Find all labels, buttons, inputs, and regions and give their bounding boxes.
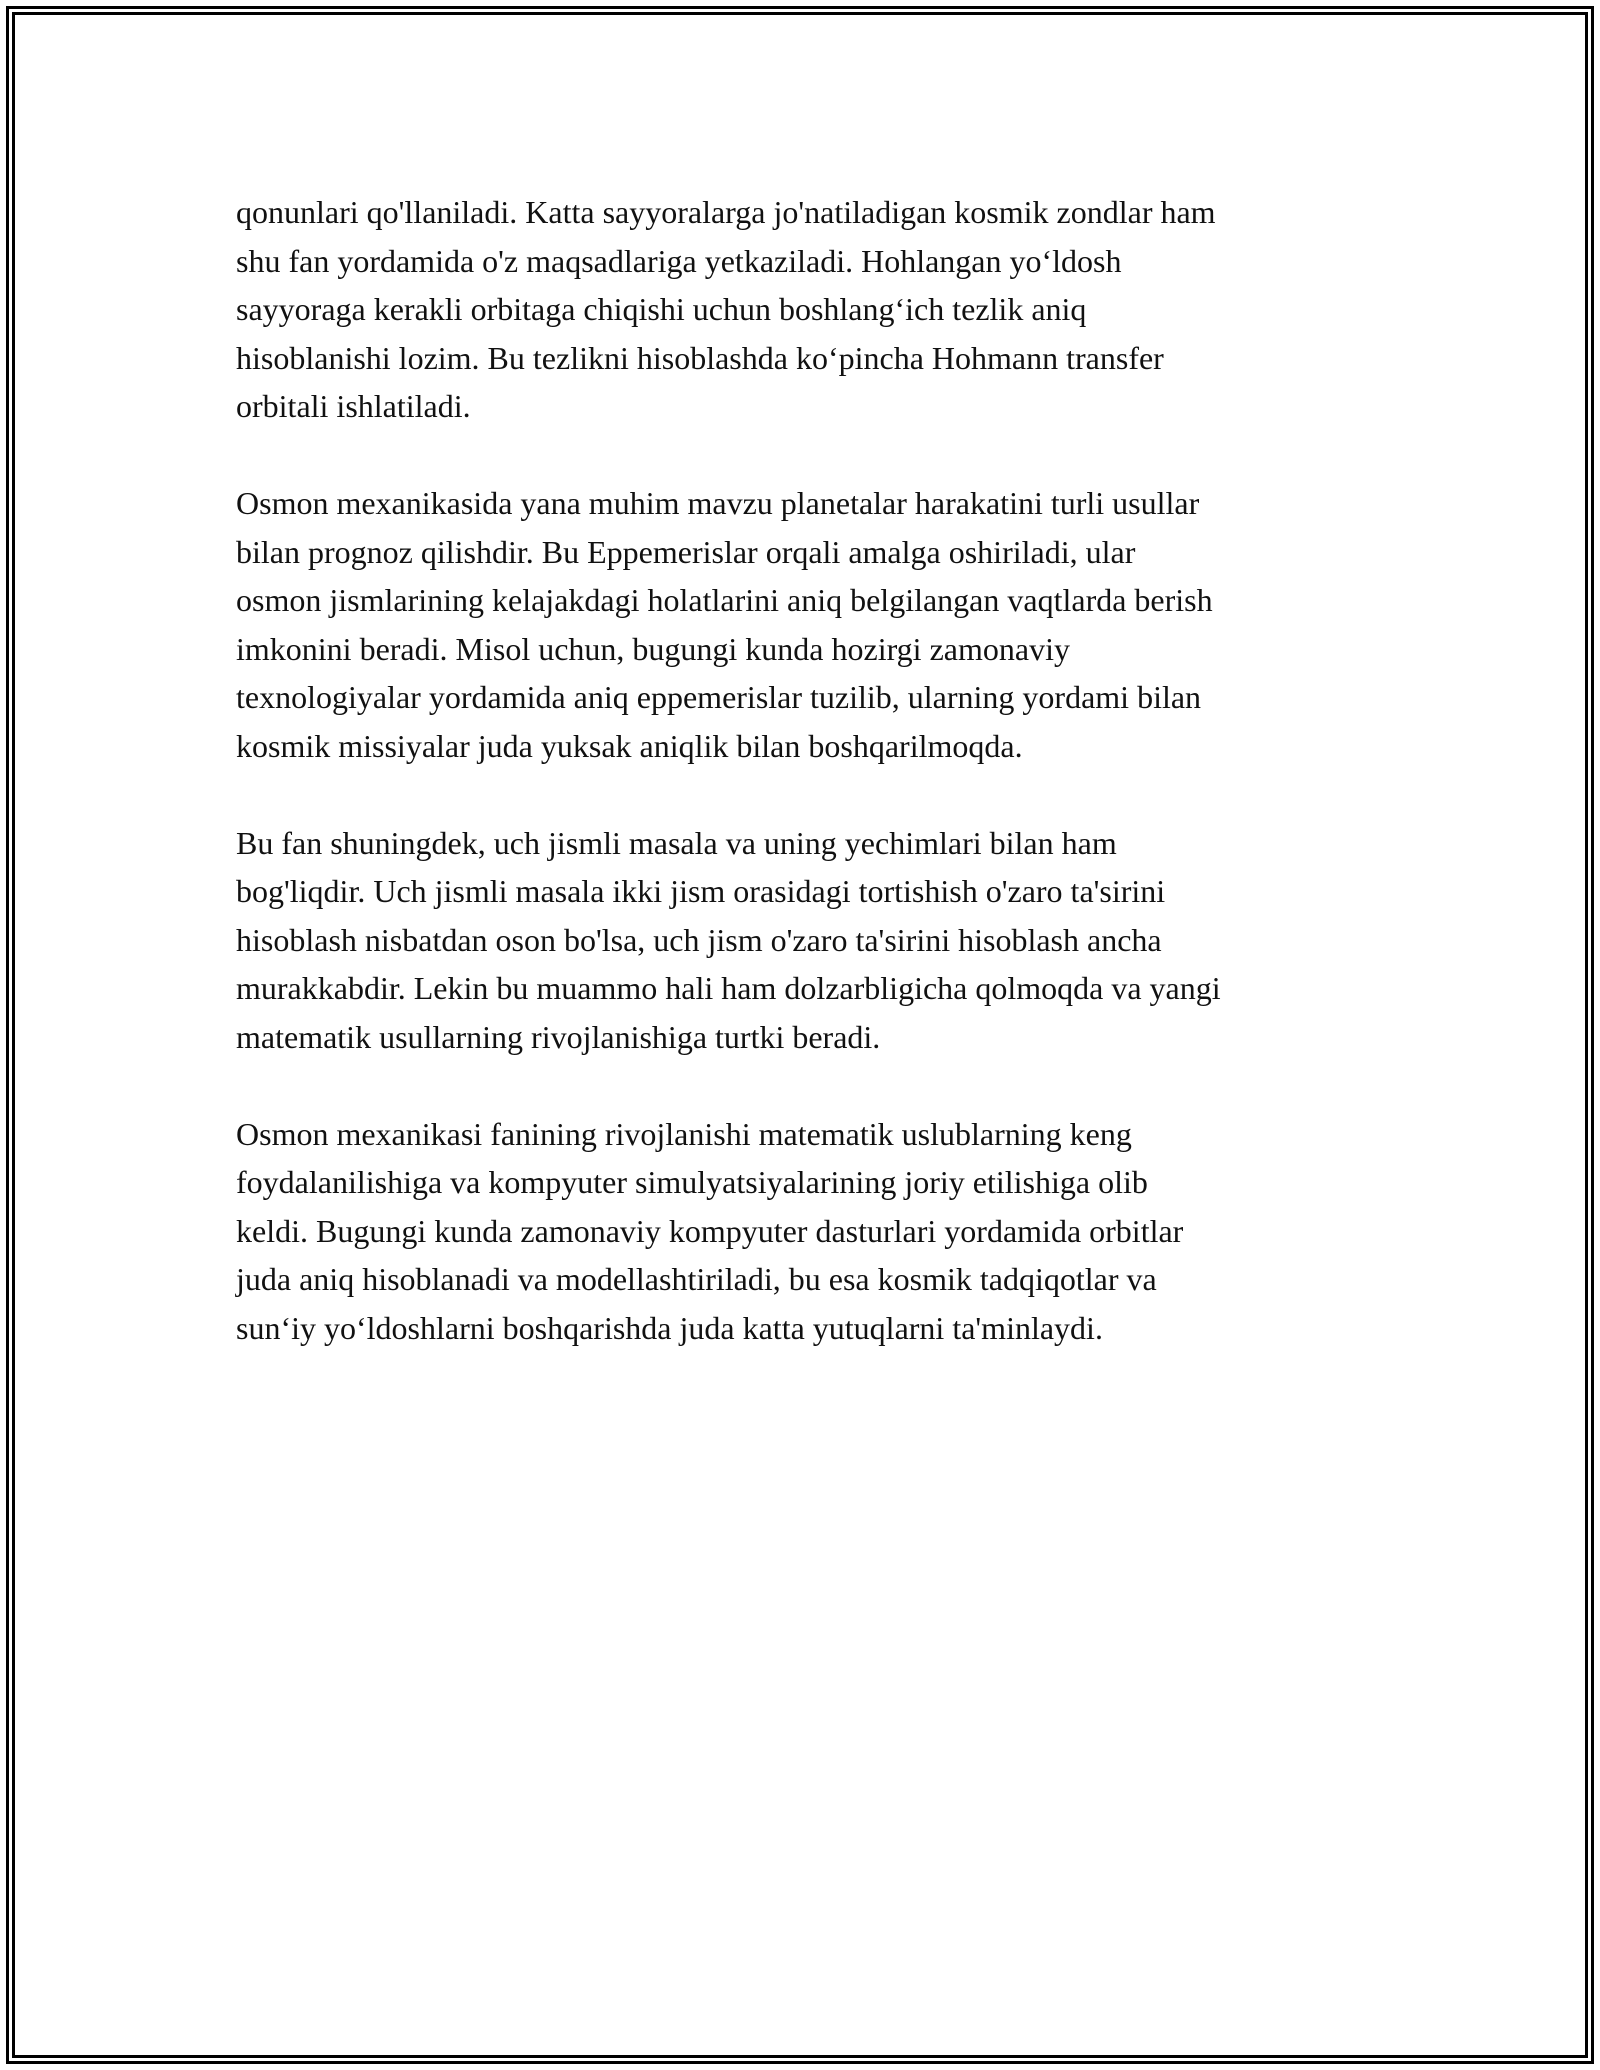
paragraph-line: sayyoraga kerakli orbitaga chiqishi uchun boshlang‘ich tezlik aniq [236, 291, 1087, 327]
paragraph-line: foydalanilishiga va kompyuter simulyatsiyalarining joriy etilishiga olib [236, 1164, 1148, 1200]
paragraph-line: kosmik missiyalar juda yuksak aniqlik bilan boshqarilmoqda. [236, 727, 1023, 764]
paragraph-line: juda aniq hisoblanadi va modellashtiriladi, bu esa kosmik tadqiqotlar va [236, 1261, 1157, 1297]
paragraph-1 [236, 188, 1376, 431]
paragraph-3 [236, 819, 1376, 1062]
paragraph-line: texnologiyalar yordamida aniq eppemerislar tuzilib, ularning yordami bilan [236, 679, 1202, 715]
paragraph-line: keldi. Bugungi kunda zamonaviy kompyuter dasturlari yordamida orbitlar [236, 1212, 1184, 1249]
paragraph-line: matematik usullarning rivojlanishiga turtki beradi. [236, 1018, 881, 1055]
paragraph-line: orbitali ishlatiladi. [236, 388, 471, 424]
paragraph-line: Bu fan shuningdek, uch jismli masala va uning yechimlari bilan ham [236, 824, 1117, 861]
paragraph-4 [236, 1110, 1376, 1353]
paragraph-line: hisoblanishi lozim. Bu tezlikni hisoblashda ko‘pincha Hohmann transfer [236, 339, 1164, 376]
paragraph-line: osmon jismlarining kelajakdagi holatlarini aniq belgilangan vaqtlarda berish [236, 582, 1213, 618]
paragraph-line: imkonini beradi. Misol uchun, bugungi kunda hozirgi zamonaviy [236, 630, 1070, 667]
paragraph-line: qonunlari qo'llaniladi. Katta sayyoralarga jo'natiladigan kosmik zondlar ham [236, 194, 1216, 230]
paragraph-2 [236, 479, 1376, 770]
document-body [236, 188, 1376, 1401]
paragraph-line: hisoblash nisbatdan oson bo'lsa, uch jism o'zaro ta'sirini hisoblash ancha [236, 921, 1162, 958]
paragraph-line: murakkabdir. Lekin bu muammo hali ham dolzarbligicha qolmoqda va yangi [236, 970, 1221, 1006]
paragraph-line: sun‘iy yo‘ldoshlarni boshqarishda juda katta yutuqlarni ta'minlaydi. [236, 1309, 1103, 1346]
paragraph-line: Osmon mexanikasida yana muhim mavzu planetalar harakatini turli usullar [236, 485, 1200, 521]
paragraph-line: Osmon mexanikasi fanining rivojlanishi matematik uslublarning keng [236, 1115, 1132, 1152]
paragraph-line: bog'liqdir. Uch jismli masala ikki jism orasidagi tortishish o'zaro ta'sirini [236, 873, 1166, 909]
paragraph-line: bilan prognoz qilishdir. Bu Eppemerislar orqali amalga oshiriladi, ular [236, 533, 1136, 570]
paragraph-line: shu fan yordamida o'z maqsadlariga yetkaziladi. Hohlangan yo‘ldosh [236, 242, 1122, 279]
